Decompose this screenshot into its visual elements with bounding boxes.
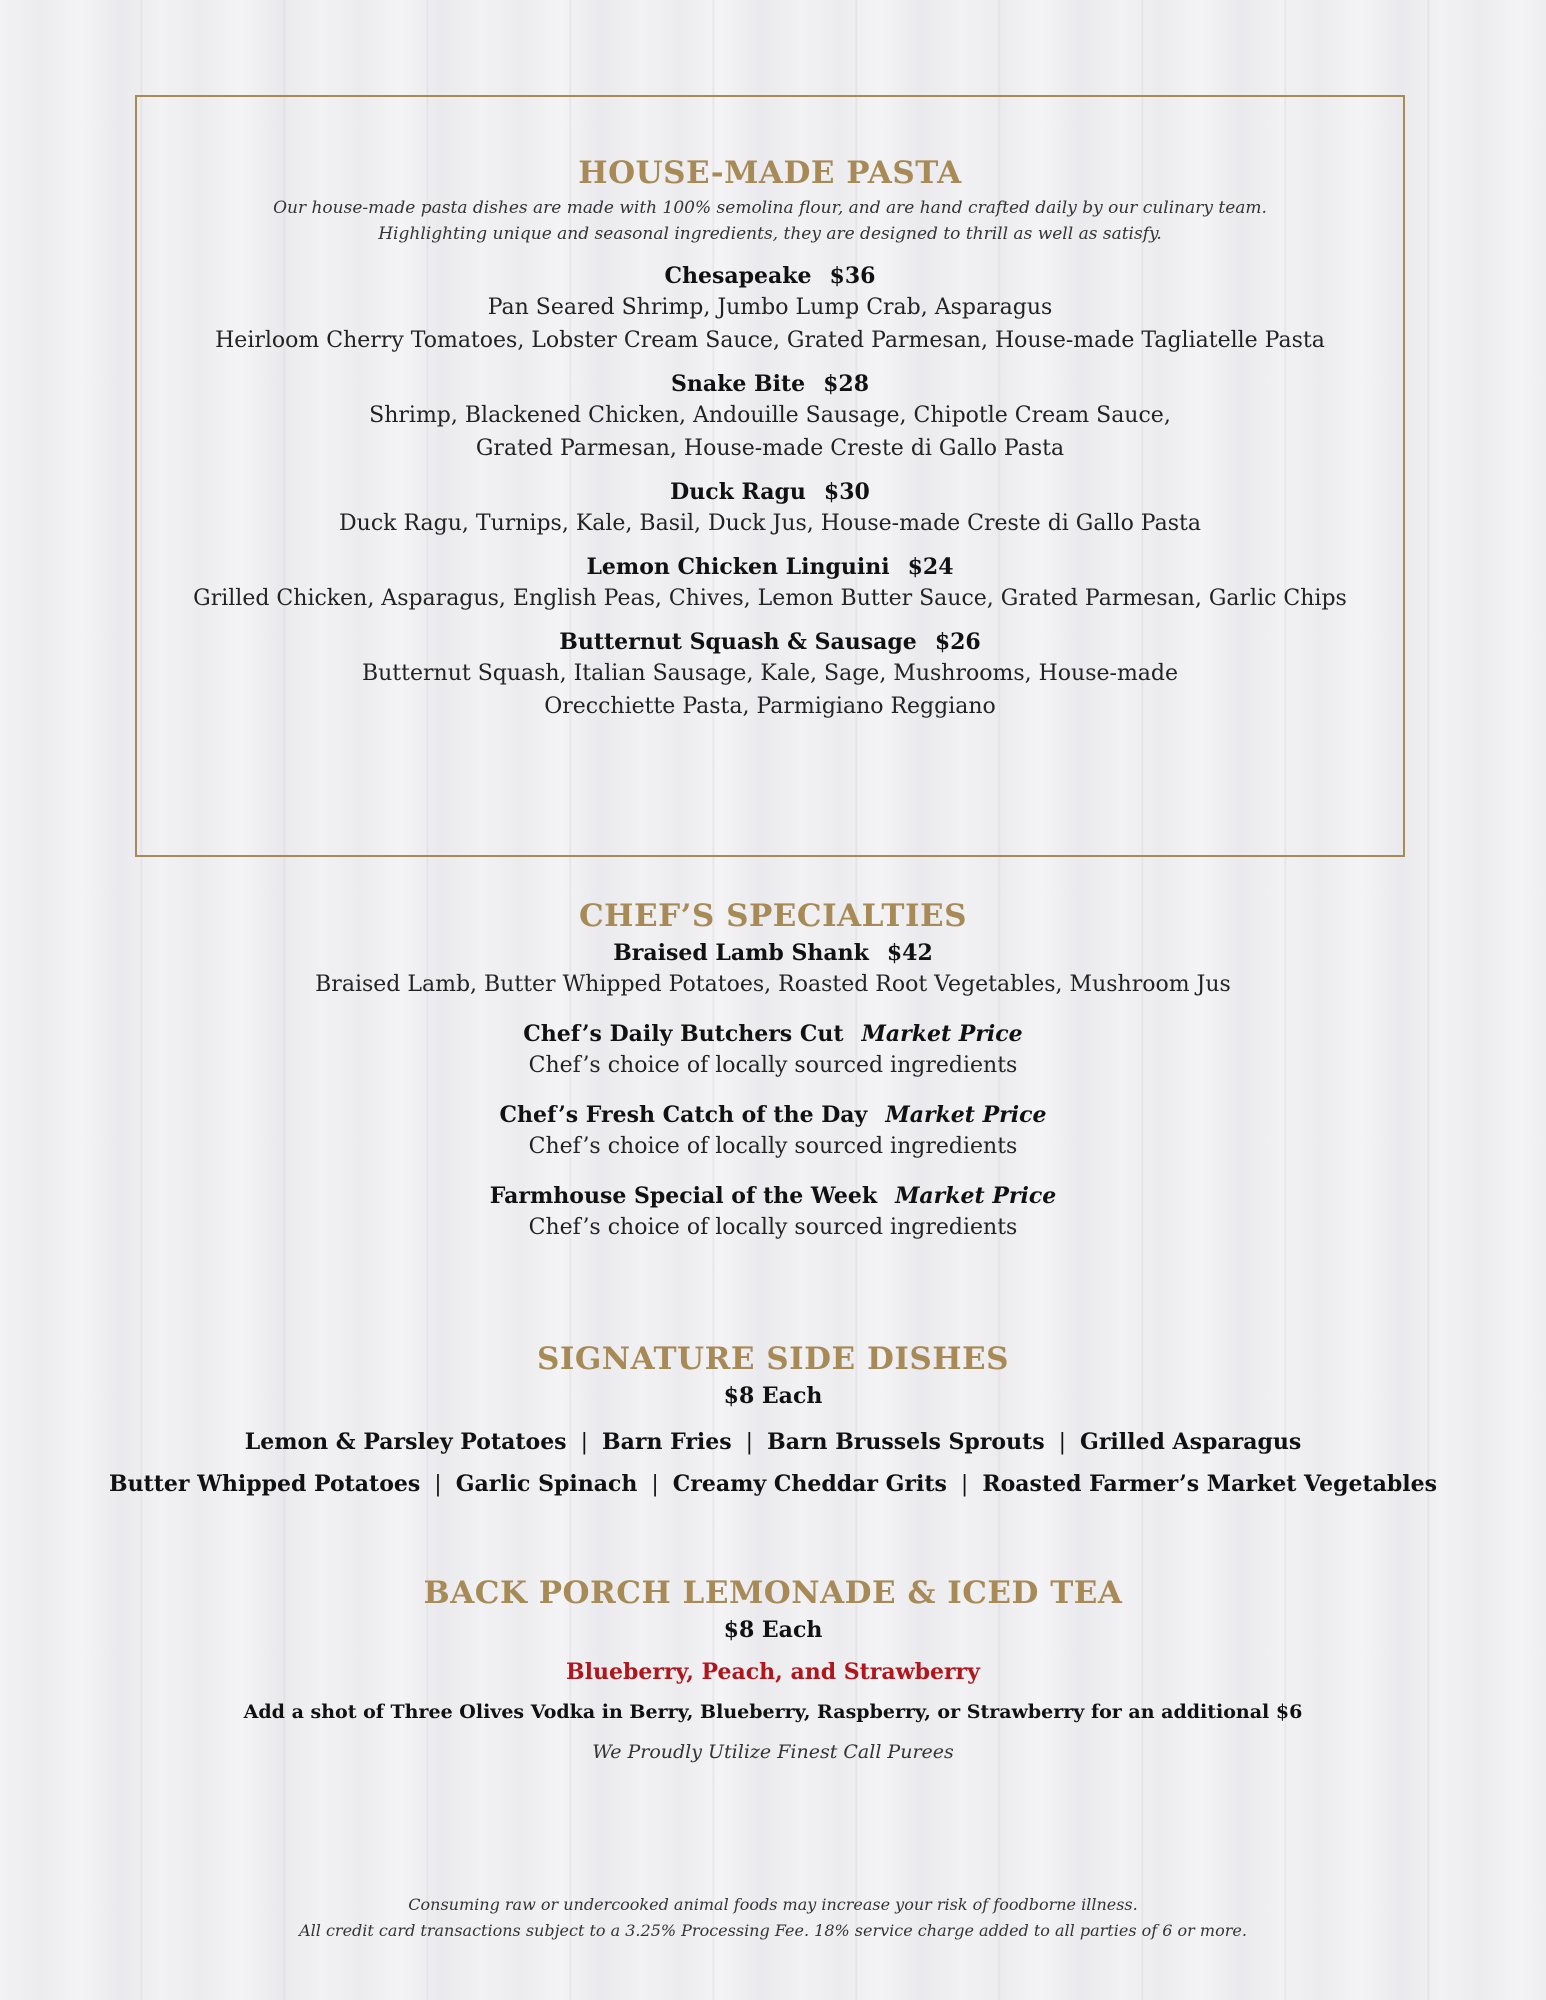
menu-item-duck-ragu — [137, 477, 1403, 540]
item-description: Chef’s choice of locally sourced ingredients — [528, 1053, 1018, 1078]
separator: | — [1058, 1430, 1067, 1455]
side-dishes-title: SIGNATURE SIDE DISHES — [536, 1341, 1010, 1377]
separator: | — [960, 1472, 969, 1497]
side-item: Grilled Asparagus — [1080, 1429, 1302, 1455]
item-price: $30 — [823, 479, 870, 505]
menu-item-chesapeake — [137, 261, 1403, 357]
item-price: $42 — [886, 940, 933, 966]
side-item: Butter Whipped Potatoes — [108, 1471, 421, 1497]
item-description: Shrimp, Blackened Chicken, Andouille Sausage, Chipotle Cream Sauce, — [369, 403, 1171, 428]
item-price: Market Price — [895, 1183, 1057, 1209]
item-price: $36 — [829, 263, 876, 289]
footer-line-1: Consuming raw or undercooked animal foods may increase your risk of foodborne illness. — [408, 1895, 1138, 1914]
side-dishes-section — [0, 1341, 1546, 1497]
footer-line-2: All credit card transactions subject to a 3.25% Processing Fee. 18% service charge added to all parties of 6 or more. — [299, 1921, 1247, 1940]
pasta-section — [137, 155, 1403, 723]
lemonade-section — [0, 1575, 1546, 1763]
menu-item-snake-bite — [137, 369, 1403, 465]
separator: | — [580, 1430, 588, 1455]
item-price: $24 — [907, 554, 954, 580]
footer — [0, 1892, 1546, 1944]
side-dishes-price: $8 Each — [723, 1383, 823, 1409]
item-name: Butternut Squash & Sausage — [559, 629, 917, 655]
chef-specialties-section — [0, 898, 1546, 1244]
menu-item-braised-lamb-shank — [0, 938, 1546, 1001]
menu-item-lemon-chicken-linguini — [137, 552, 1403, 615]
pasta-section-frame — [135, 95, 1405, 857]
side-item: Lemon & Parsley Potatoes — [244, 1429, 567, 1455]
item-description: Heirloom Cherry Tomatoes, Lobster Cream Sauce, Grated Parmesan, House-made Tagliatelle Pasta — [215, 328, 1325, 353]
item-description: Orecchiette Pasta, Parmigiano Reggiano — [544, 694, 996, 719]
side-item: Barn Fries — [602, 1429, 732, 1455]
pasta-title: HOUSE-MADE PASTA — [578, 155, 962, 191]
separator: | — [745, 1430, 754, 1455]
separator: | — [434, 1472, 442, 1497]
item-name: Farmhouse Special of the Week — [489, 1183, 878, 1209]
menu-item-daily-butchers-cut — [0, 1019, 1546, 1082]
item-description: Grilled Chicken, Asparagus, English Peas, Chives, Lemon Butter Sauce, Grated Parmesan, Garlic Chips — [193, 586, 1347, 611]
menu-item-butternut-squash-sausage — [137, 627, 1403, 723]
item-description: Pan Seared Shrimp, Jumbo Lump Crab, Asparagus — [487, 295, 1053, 320]
lemonade-title: BACK PORCH LEMONADE & ICED TEA — [423, 1575, 1123, 1611]
item-description: Chef’s choice of locally sourced ingredients — [528, 1215, 1018, 1240]
item-name: Braised Lamb Shank — [613, 940, 869, 966]
side-dishes-row-2 — [0, 1471, 1546, 1497]
item-name: Duck Ragu — [670, 479, 806, 505]
menu-item-farmhouse-special — [0, 1181, 1546, 1244]
side-item: Roasted Farmer’s Market Vegetables — [982, 1471, 1438, 1497]
lemonade-price: $8 Each — [723, 1617, 823, 1643]
item-price: Market Price — [885, 1102, 1047, 1128]
item-price: $28 — [823, 371, 870, 397]
item-name: Lemon Chicken Linguini — [586, 554, 890, 580]
lemonade-flavors: Blueberry, Peach, and Strawberry — [566, 1659, 980, 1685]
item-name: Snake Bite — [670, 371, 806, 397]
menu-item-fresh-catch — [0, 1100, 1546, 1163]
item-description: Grated Parmesan, House-made Creste di Gallo Pasta — [475, 436, 1065, 461]
item-name: Chesapeake — [664, 263, 812, 289]
pasta-intro-line-1: Our house-made pasta dishes are made with 100% semolina flour, and are hand crafted daily by our culinary team. — [273, 198, 1267, 218]
item-description: Butternut Squash, Italian Sausage, Kale, Sage, Mushrooms, House-made — [361, 661, 1179, 686]
side-item: Barn Brussels Sprouts — [767, 1429, 1045, 1455]
item-price: $26 — [934, 629, 981, 655]
item-description: Braised Lamb, Butter Whipped Potatoes, Roasted Root Vegetables, Mushroom Jus — [315, 972, 1231, 997]
side-item: Garlic Spinach — [455, 1471, 638, 1497]
lemonade-addon: Add a shot of Three Olives Vodka in Berry, Blueberry, Raspberry, or Strawberry for an additional $6 — [243, 1701, 1303, 1723]
item-name: Chef’s Fresh Catch of the Day — [499, 1102, 868, 1128]
chef-specialties-title: CHEF’S SPECIALTIES — [579, 898, 967, 934]
item-description: Chef’s choice of locally sourced ingredients — [528, 1134, 1018, 1159]
item-price: Market Price — [861, 1021, 1023, 1047]
side-item: Creamy Cheddar Grits — [672, 1471, 947, 1497]
separator: | — [651, 1472, 659, 1497]
side-dishes-row-1 — [0, 1429, 1546, 1455]
item-name: Chef’s Daily Butchers Cut — [523, 1021, 844, 1047]
item-description: Duck Ragu, Turnips, Kale, Basil, Duck Jus, House-made Creste di Gallo Pasta — [339, 511, 1201, 536]
purees-note: We Proudly Utilize Finest Call Purees — [592, 1741, 954, 1763]
pasta-intro-line-2: Highlighting unique and seasonal ingredients, they are designed to thrill as well as satisfy. — [378, 224, 1162, 244]
